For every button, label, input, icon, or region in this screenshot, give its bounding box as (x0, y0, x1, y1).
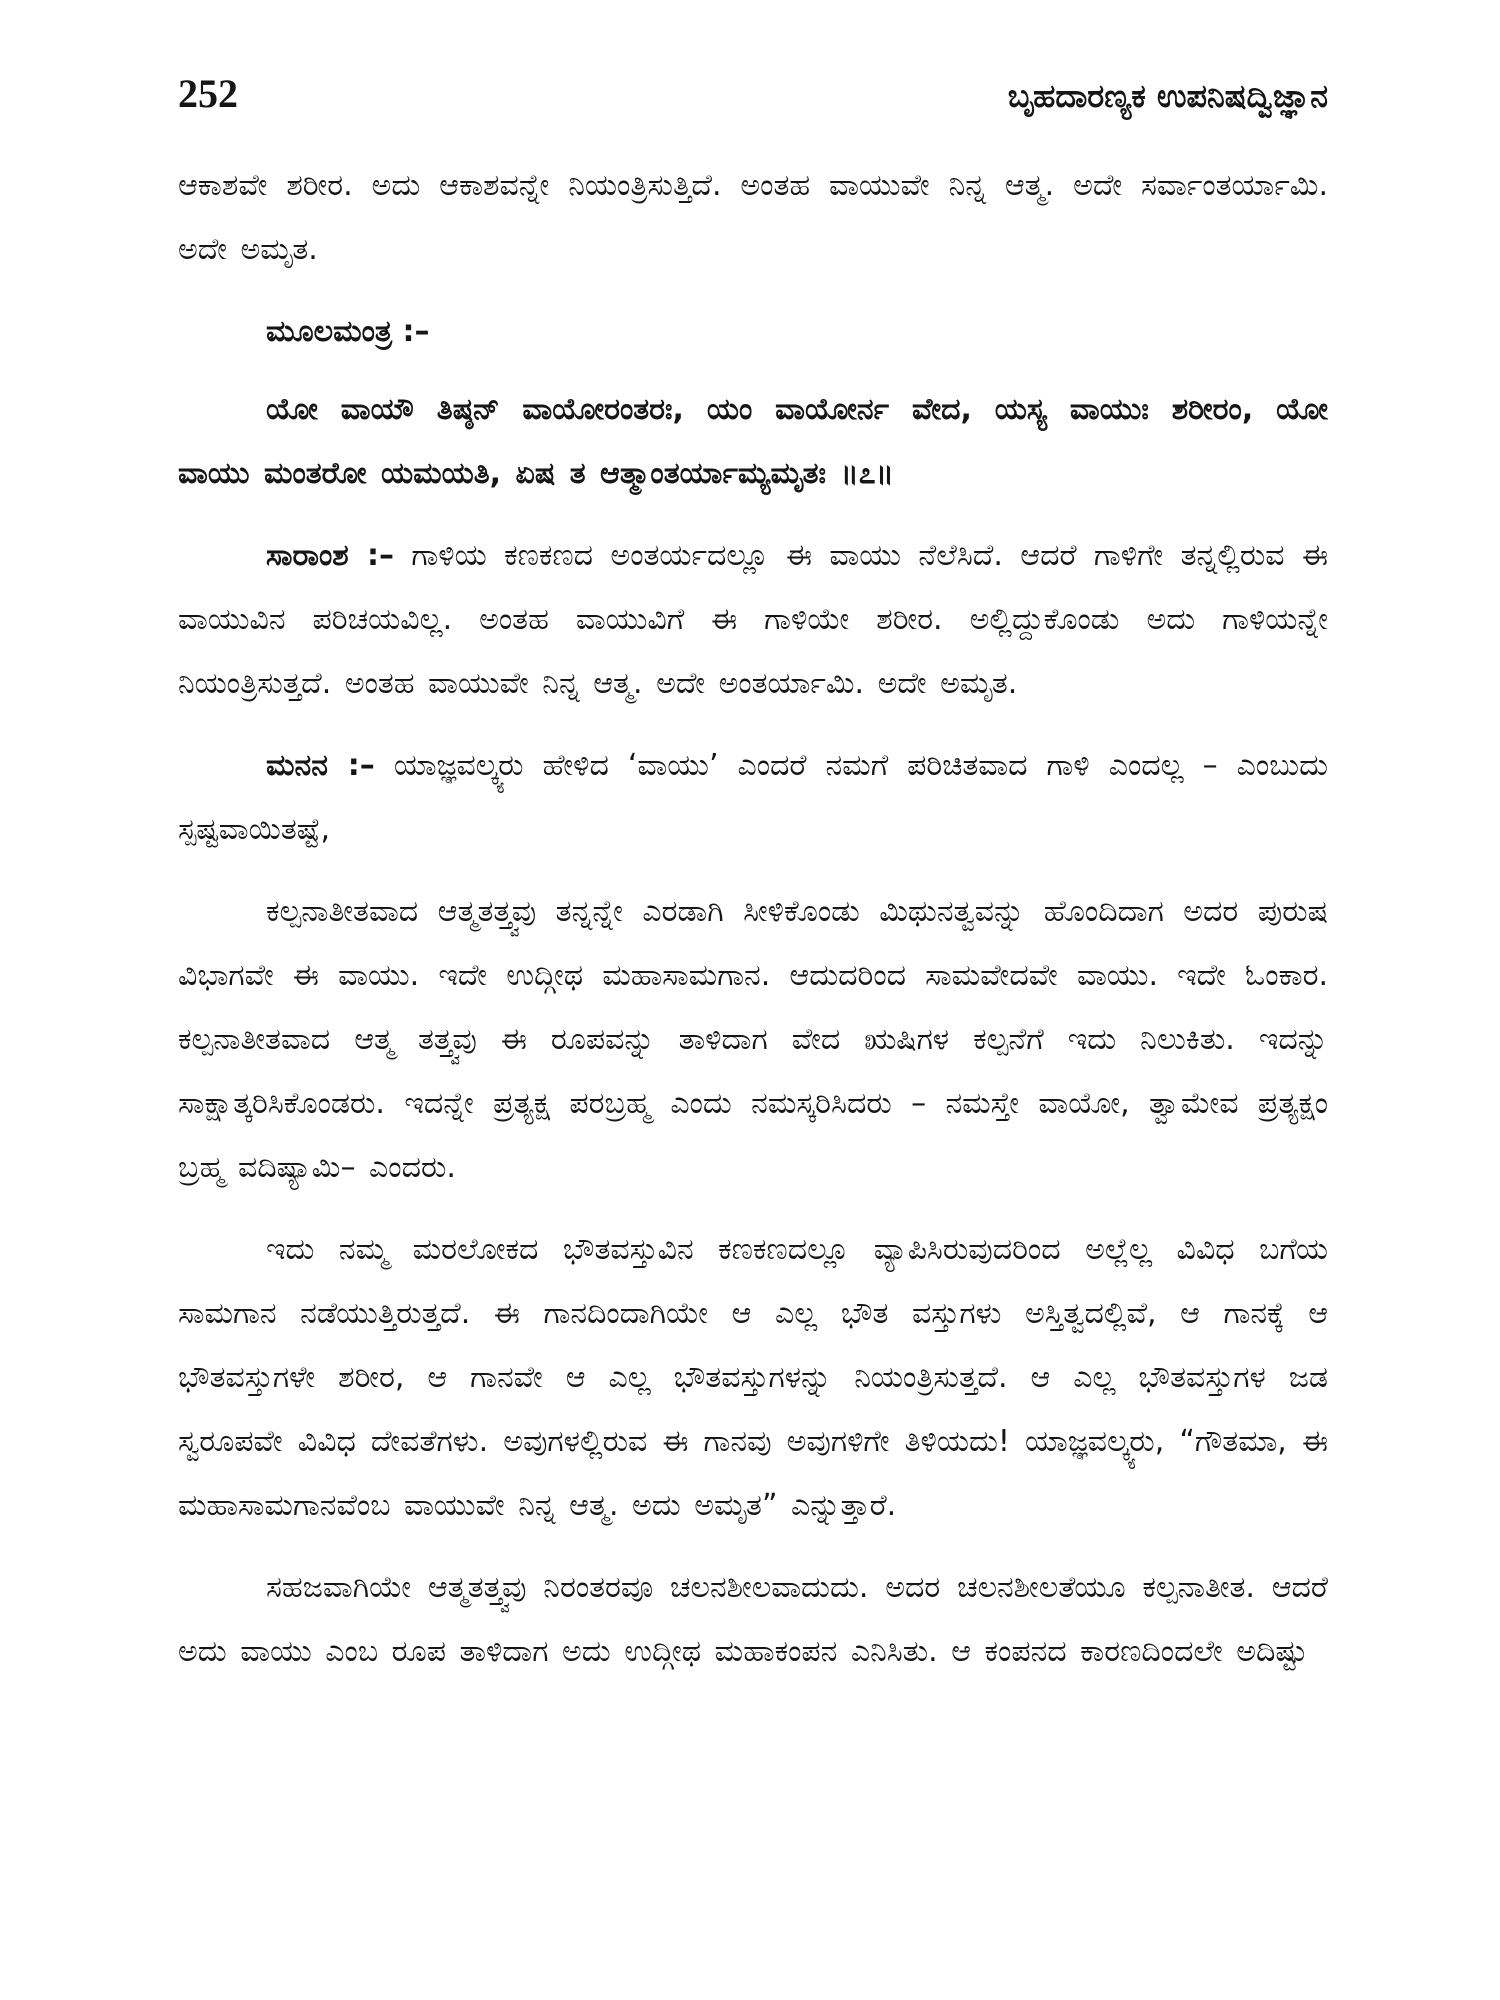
saramsha-label: ಸಾರಾಂಶ :– (266, 538, 395, 573)
book-page (178, 70, 1328, 1702)
paragraph-1: ಆಕಾಶವೇ ಶರೀರ. ಅದು ಆಕಾಶವನ್ನೇ ನಿಯಂತ್ರಿಸುತ್ತಿದೆ. ಅಂತಹ ವಾಯುವೇ ನಿನ್ನ ಆತ್ಮ. ಅದೇ ಸರ್ವಾಂತರ್ಯಾಮಿ. ಅದೇ ಅಮೃತ. (178, 168, 1328, 267)
manana-text: ಯಾಜ್ಞವಲ್ಕ್ಯರು ಹೇಳಿದ ‘ವಾಯು’ ಎಂದರೆ ನಮಗೆ ಪರಿಚಿತವಾದ ಗಾಳಿ ಎಂದಲ್ಲ – ಎಂಬುದು ಸ್ಪಷ್ಟವಾಯಿತಷ್ಟೆ, (178, 748, 1328, 847)
paragraph-6: ಸಹಜವಾಗಿಯೇ ಆತ್ಮತತ್ತ್ವವು ನಿರಂತರವೂ ಚಲನಶೀಲವಾದುದು. ಅದರ ಚಲನಶೀಲತೆಯೂ ಕಲ್ಪನಾತೀತ. ಆದರೆ ಅದು ವಾಯು ಎಂಬ ರೂಪ ತಾಳಿದಾಗ ಅದು ಉದ್ಗೀಥ ಮಹಾಕಂಪನ ಎನಿಸಿತು. ಆ ಕಂಪನದ ಕಾರಣದಿಂದಲೇ ಅದಿಷ್ಟು (178, 1570, 1328, 1669)
manana-label: ಮನನ :– (266, 748, 375, 783)
running-head (178, 70, 1328, 130)
saramsha-text: ಗಾಳಿಯ ಕಣಕಣದ ಅಂತರ್ಯದಲ್ಲೂ ಈ ವಾಯು ನೆಲೆಸಿದೆ. ಆದರೆ ಗಾಳಿಗೇ ತನ್ನಲ್ಲಿರುವ ಈ ವಾಯುವಿನ ಪರಿಚಯವಿಲ್ಲ. ಅಂತಹ ವಾಯುವಿಗೆ ಈ ಗಾಳಿಯೇ ಶರೀರ. ಅಲ್ಲಿದ್ದುಕೊಂಡು ಅದು ಗಾಳಿಯನ್ನೇ ನಿಯಂತ್ರಿಸುತ್ತದೆ. ಅಂತಹ ವಾಯುವೇ ನಿನ್ನ ಆತ್ಮ. ಅದೇ ಅಂತರ್ಯಾಮಿ. ಅದೇ ಅಮೃತ. (178, 538, 1328, 701)
page-number: 252 (178, 71, 238, 116)
saramsha-paragraph (178, 524, 1328, 716)
paragraph-5: ಇದು ನಮ್ಮ ಮರಲೋಕದ ಭೌತವಸ್ತುವಿನ ಕಣಕಣದಲ್ಲೂ ವ್ಯಾಪಿಸಿರುವುದರಿಂದ ಅಲ್ಲೆಲ್ಲ ವಿವಿಧ ಬಗೆಯ ಸಾಮಗಾನ ನಡೆಯುತ್ತಿರುತ್ತದೆ. ಈ ಗಾನದಿಂದಾಗಿಯೇ ಆ ಎಲ್ಲ ಭೌತ ವಸ್ತುಗಳು ಅಸ್ತಿತ್ವದಲ್ಲಿವೆ, ಆ ಗಾನಕ್ಕೆ ಆ ಭೌತವಸ್ತುಗಳೇ ಶರೀರ, ಆ ಗಾನವೇ ಆ ಎಲ್ಲ ಭೌತವಸ್ತುಗಳನ್ನು ನಿಯಂತ್ರಿಸುತ್ತದೆ. ಆ ಎಲ್ಲ ಭೌತವಸ್ತುಗಳ ಜಡ ಸ್ವರೂಪವೇ ವಿವಿಧ ದೇವತೆಗಳು. ಅವುಗಳಲ್ಲಿರುವ ಈ ಗಾನವು ಅವುಗಳಿಗೇ ತಿಳಿಯದು! ಯಾಜ್ಞವಲ್ಕ್ಯರು, “ಗೌತಮಾ, ಈ ಮಹಾಸಾಮಗಾನವೆಂಬ ವಾಯುವೇ ನಿನ್ನ ಆತ್ಮ. ಅದು ಅಮೃತ” ಎನ್ನುತ್ತಾರೆ. (178, 1232, 1328, 1523)
running-title: ಬೃಹದಾರಣ್ಯಕ ಉಪನಿಷದ್ವಿಜ್ಞಾನ (1007, 77, 1328, 115)
mantra-verse: ಯೋ ವಾಯೌ ತಿಷ್ಠನ್ ವಾಯೋರಂತರಃ, ಯಂ ವಾಯೋರ್ನ ವೇದ, ಯಸ್ಯ ವಾಯುಃ ಶರೀರಂ, ಯೋ ವಾಯು ಮಂತರೋ ಯಮಯತಿ, ಏಷ ತ ಆತ್ಮಾಂತರ್ಯಾಮ್ಯಮೃತಃ ॥೭॥ (178, 392, 1328, 491)
mula-mantra-heading: ಮೂಲಮಂತ್ರ :– (266, 314, 430, 349)
manana-paragraph (178, 734, 1328, 862)
paragraph-4: ಕಲ್ಪನಾತೀತವಾದ ಆತ್ಮತತ್ತ್ವವು ತನ್ನನ್ನೇ ಎರಡಾಗಿ ಸೀಳಿಕೊಂಡು ಮಿಥುನತ್ವವನ್ನು ಹೊಂದಿದಾಗ ಅದರ ಪುರುಷ ವಿಭಾಗವೇ ಈ ವಾಯು. ಇದೇ ಉದ್ಗೀಥ ಮಹಾಸಾಮಗಾನ. ಆದುದರಿಂದ ಸಾಮವೇದವೇ ವಾಯು. ಇದೇ ಓಂಕಾರ. ಕಲ್ಪನಾತೀತವಾದ ಆತ್ಮ ತತ್ತ್ವವು ಈ ರೂಪವನ್ನು ತಾಳಿದಾಗ ವೇದ ಋಷಿಗಳ ಕಲ್ಪನೆಗೆ ಇದು ನಿಲುಕಿತು. ಇದನ್ನು ಸಾಕ್ಷಾತ್ಕರಿಸಿಕೊಂಡರು. ಇದನ್ನೇ ಪ್ರತ್ಯಕ್ಷ ಪರಬ್ರಹ್ಮ ಎಂದು ನಮಸ್ಕರಿಸಿದರು – ನಮಸ್ತೇ ವಾಯೋ, ತ್ವಾಮೇವ ಪ್ರತ್ಯಕ್ಷಂ ಬ್ರಹ್ಮ ವದಿಷ್ಯಾಮಿ– ಎಂದರು. (178, 894, 1328, 1185)
